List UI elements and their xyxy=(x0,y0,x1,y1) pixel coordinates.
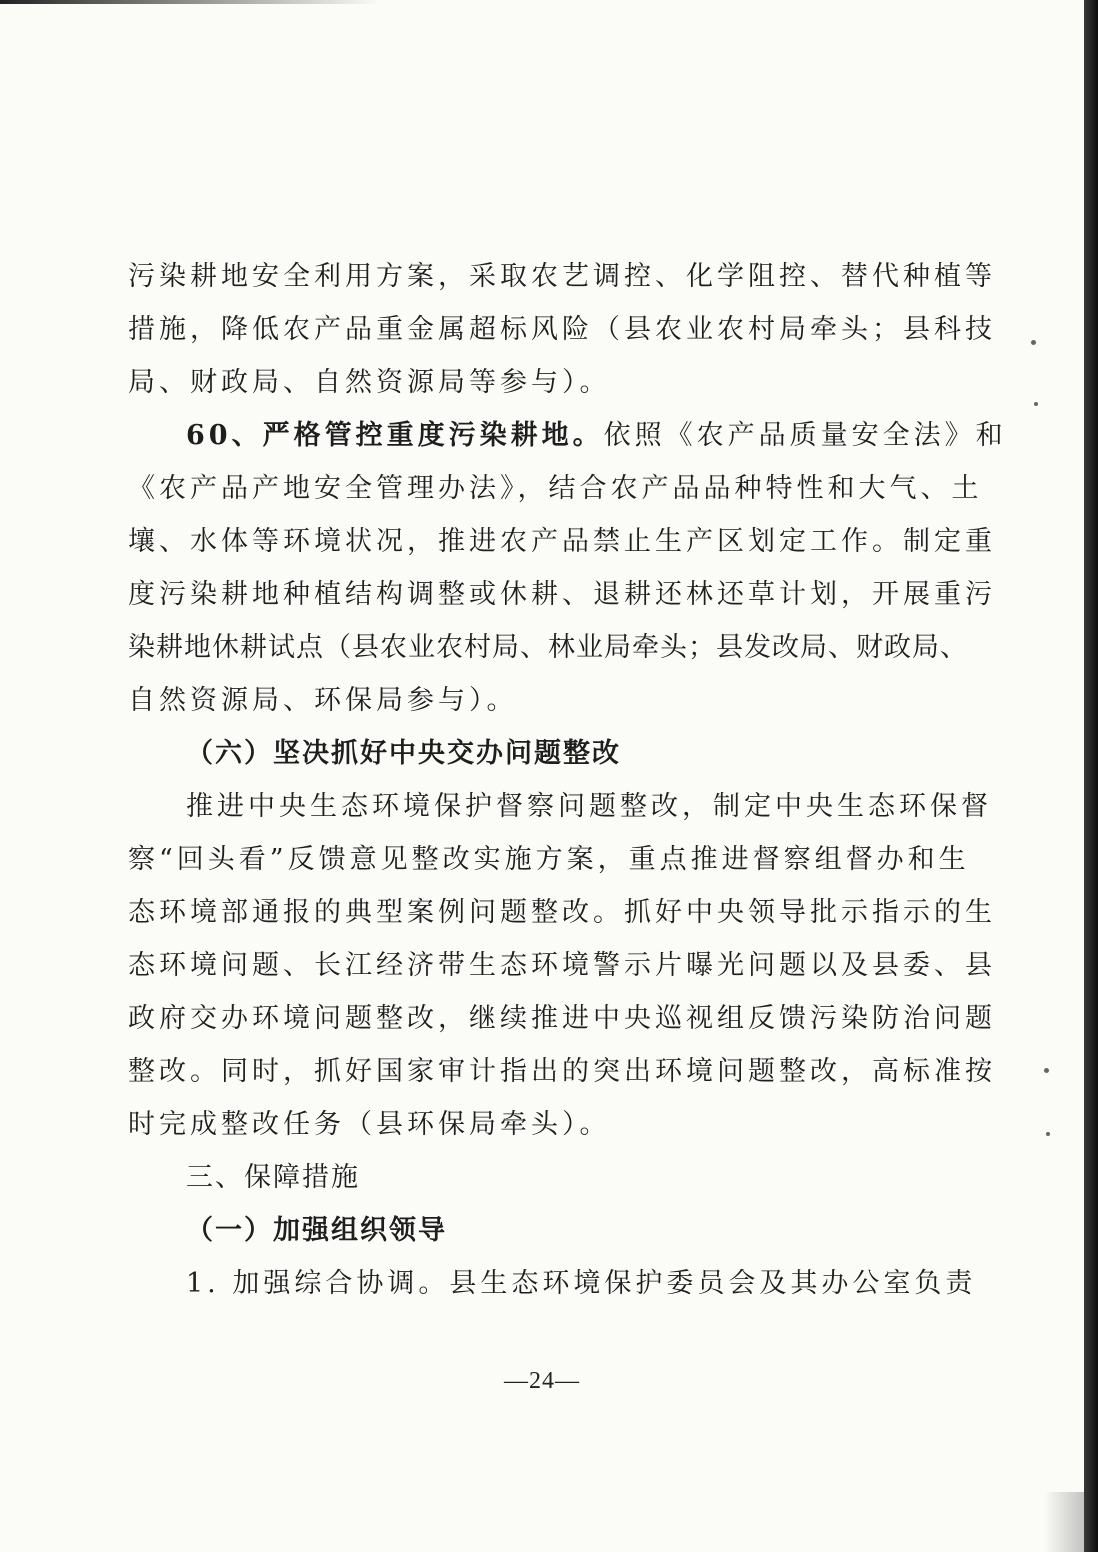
paragraph-line: 自然资源局、环保局参与）。 xyxy=(128,685,518,716)
paragraph-line: 《农产品产地安全管理办法》，结合农产品品种特性和大气、土 xyxy=(128,473,983,504)
paragraph-line: 度污染耕地种植结构调整或休耕、退耕还林还草计划，开展重污 xyxy=(128,579,996,610)
paragraph-line: 态环境问题、长江经济带生态环境警示片曝光问题以及县委、县 xyxy=(128,950,996,981)
paragraph-line: 1. 加强综合协调。县生态环境保护委员会及其办公室负责 xyxy=(186,1268,977,1299)
scan-edge-right xyxy=(1084,0,1098,1552)
paragraph-line: 污染耕地安全利用方案，采取农艺调控、化学阻控、替代种植等 xyxy=(128,261,996,292)
paragraph-line: 态环境部通报的典型案例问题整改。抓好中央领导批示指示的生 xyxy=(128,897,996,928)
page-number: —24— xyxy=(504,1368,580,1394)
paragraph-line: 察“回头看”反馈意见整改实施方案，重点推进督察组督办和生 xyxy=(128,844,970,875)
paragraph-line: 整改。同时，抓好国家审计指出的突出环境问题整改，高标准按 xyxy=(128,1056,996,1087)
paragraph-line: 时完成整改任务（县环保局牵头）。 xyxy=(128,1109,611,1140)
item-title: 60、严格管控重度污染耕地。 xyxy=(186,420,604,451)
scan-shadow-corner xyxy=(1044,1492,1084,1552)
paragraph-line: 推进中央生态环境保护督察问题整改，制定中央生态环保督 xyxy=(186,791,992,822)
scan-speck xyxy=(1031,340,1036,345)
paragraph-line: 措施，降低农产品重金属超标风险（县农业农村局牵头；县科技 xyxy=(128,314,996,345)
item-text: 依照《农产品质量安全法》和 xyxy=(603,420,1007,451)
paragraph-line: 局、财政局、自然资源局等参与）。 xyxy=(128,367,611,398)
paragraph-line-item-60 xyxy=(128,409,1007,462)
scan-edge-top xyxy=(0,0,380,4)
section-heading: 三、保障措施 xyxy=(186,1162,360,1193)
paragraph-line: 壤、水体等环境状况，推进农产品禁止生产区划定工作。制定重 xyxy=(128,526,996,557)
paragraph-line: 染耕地休耕试点（县农业农村局、林业局牵头；县发改局、财政局、 xyxy=(128,632,968,663)
document-body xyxy=(128,250,1007,1310)
scan-speck xyxy=(1044,1068,1049,1073)
subsection-heading: （六）坚决抓好中央交办问题整改 xyxy=(186,738,621,769)
paragraph-line: 政府交办环境问题整改，继续推进中央巡视组反馈污染防治问题 xyxy=(128,1003,996,1034)
scan-speck xyxy=(1034,402,1038,406)
subsection-heading: （一）加强组织领导 xyxy=(186,1215,447,1246)
scan-speck xyxy=(1046,1132,1050,1136)
